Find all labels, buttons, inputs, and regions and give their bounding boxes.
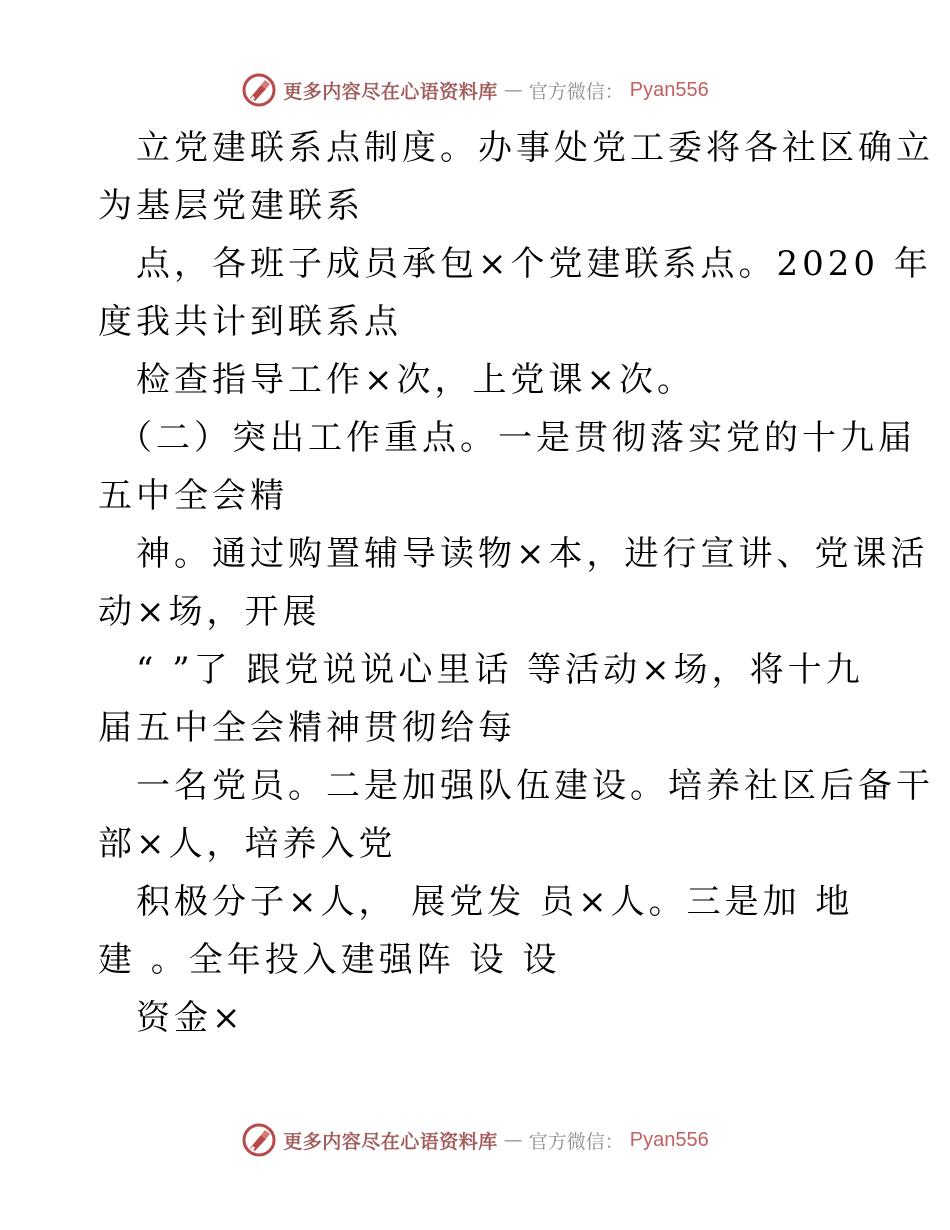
footer-wechat-id: Pyan556 (629, 1128, 709, 1151)
footer-wechat-label: 官方微信： (528, 1130, 624, 1153)
body-line: 立党建联系点制度。办事处党工委将各社区确立 (136, 128, 934, 168)
body-line: 五中全会精 (98, 476, 288, 516)
body-line: 部×人，培养入党 (98, 824, 397, 864)
pen-logo-icon (241, 72, 277, 108)
body-line: 建 。全年投入建强阵 设 设 (98, 940, 561, 980)
footer-dash: — (503, 1129, 523, 1151)
body-line: 度我共计到联系点 (98, 302, 402, 342)
body-line: 一名党员。二是加强队伍建设。培养社区后备干 (136, 766, 934, 806)
footer-banner (0, 1120, 950, 1160)
footer-banner-content (241, 1122, 709, 1158)
body-line: 资金× (136, 998, 245, 1038)
header-banner (0, 70, 950, 110)
header-banner-content (241, 72, 709, 108)
body-line: （二）突出工作重点。一是贯彻落实党的十九届 (118, 418, 916, 458)
body-line: 动×场，开展 (98, 592, 321, 632)
pen-logo-icon (241, 1122, 277, 1158)
header-wechat-id: Pyan556 (629, 78, 709, 101)
body-line: 神。通过购置辅导读物×本，进行宣讲、党课活 (136, 534, 929, 574)
body-line: “ ”了 跟党说说心里话 等活动×场，将十九 (136, 650, 864, 690)
body-line: 届五中全会精神贯彻给每 (98, 708, 516, 748)
body-line: 为基层党建联系 (98, 186, 364, 226)
body-line: 积极分子×人， 展党发 员×人。三是加 地 (136, 882, 854, 922)
footer-site-name: 更多内容尽在心语资料库 (283, 1130, 498, 1153)
header-site-name: 更多内容尽在心语资料库 (283, 80, 498, 103)
body-line: 点，各班子成员承包×个党建联系点。2020 年 (136, 244, 932, 284)
body-line: 检查指导工作×次，上党课×次。 (136, 360, 695, 400)
header-dash: — (503, 79, 523, 101)
header-wechat-label: 官方微信： (528, 80, 624, 103)
